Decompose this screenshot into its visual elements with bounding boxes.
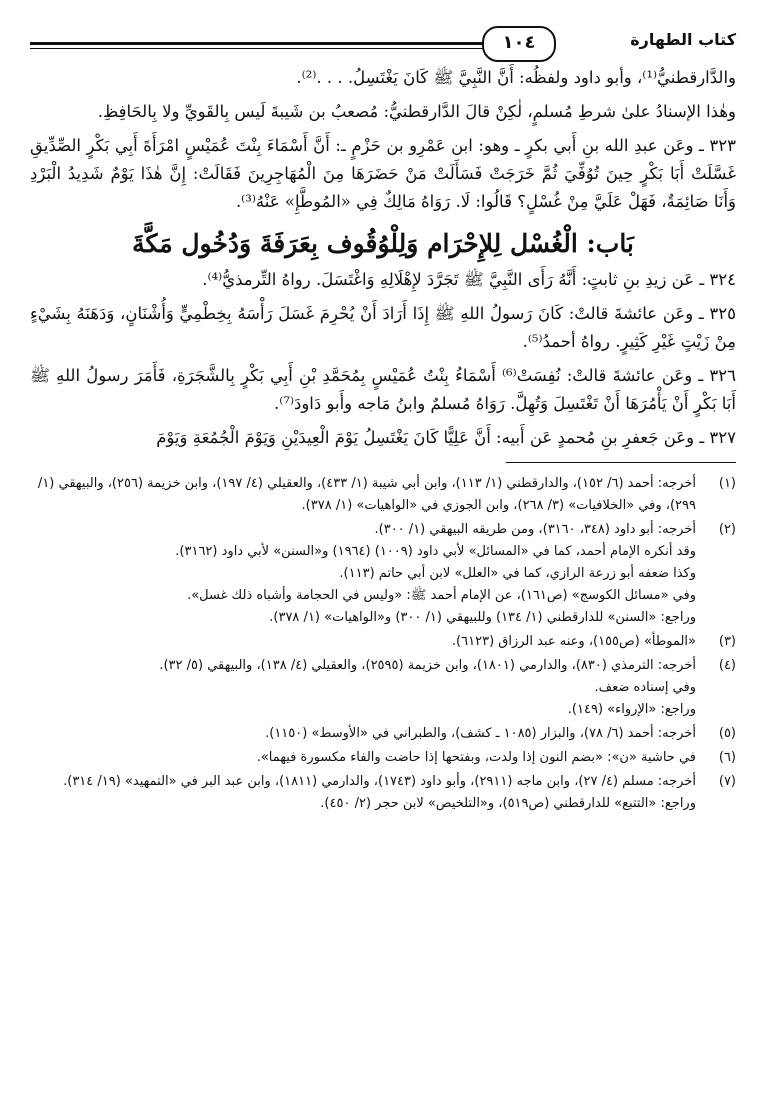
footnote-6 — [30, 747, 736, 769]
hadith-325: ٣٢٥ ـ وعَن عائشةَ قالتْ: كَانَ رَسولُ اللهِ ﷺ إِذَا أَرَادَ أَنْ يُحْرِمَ غَسَلَ رَأْسَهُ بِخِطْمِيٍّ وَأُشْنَانٍ، وَدَهَنَهُ بِشَيْءٍ مِنْ زَيْتٍ غَيْرِ كَثِيرٍ. رواهُ أحمدُ⁽⁵⁾. — [30, 304, 736, 351]
footnote-4 — [30, 655, 736, 721]
footnote-number: (٦) — [718, 750, 736, 765]
book-page — [30, 30, 736, 1080]
footnote-7 — [30, 771, 736, 815]
footnote-number: (٤) — [718, 658, 736, 673]
footnotes — [30, 473, 736, 815]
footnote-2 — [30, 519, 736, 629]
footnote-separator — [506, 462, 736, 463]
footnote-1 — [30, 473, 736, 517]
page-header — [30, 30, 736, 64]
paragraph: والدَّارقطنيُّ⁽¹⁾، وأبو داود ولفظُه: أَنَّ النَّبِيَّ ﷺ كَانَ يَغْتَسِلُ. . . .⁽²⁾. — [296, 68, 736, 87]
footnote-line: في حاشية «ن»: «بضم النون إذا ولدت، وبفتحها إذا حاضت والفاء مكسورة فيهما». — [256, 750, 696, 765]
footnote-number: (٧) — [718, 774, 736, 789]
footnote-3 — [30, 631, 736, 653]
hadith-326: ٣٢٦ ـ وعَن عائشةَ قالتْ: نُفِسَتْ⁽⁶⁾ أَسْمَاءُ بِنْتُ عُمَيْسٍ بِمُحَمَّدِ بْنِ أَبِي بَكْرٍ بِالشَّجَرَةِ، فَأَمَرَ رسولُ اللهِ ﷺ أَبَا بَكْرٍ أَنْ يَأْمُرَهَا أَنْ تَغْتَسِلَ وَتُهِلَّ. رَوَاهُ مُسلمٌ وابنُ مَاجه وأَبو دَاودَ⁽⁷⁾. — [30, 366, 736, 413]
footnote-number: (١) — [718, 476, 736, 491]
footnote-line: وراجع: «السنن» للدارقطني (١/ ١٣٤) وللبيهقي (١/ ٣٠٠) و«الواهيات» (١/ ٣٧٨). — [269, 610, 696, 625]
footnote-line: وكذا ضعفه أبو زرعة الرازي، كما في «العلل» لابن أبي حاتم (١١٣). — [339, 566, 696, 581]
footnote-line: وفي إسناده ضعف. — [594, 680, 696, 695]
footnote-line: أخرجه: الترمذي (٨٣٠)، والدارمي (١٨٠١)، وابن خزيمة (٢٥٩٥)، والعقيلي (٤/ ١٣٨)، والبيهقي (٥/ ٣٢). — [159, 658, 696, 673]
footnote-line: وراجع: «التتبع» للدارقطني (ص٥١٩)، و«التلخيص» لابن حجر (٢/ ٤٥٠). — [320, 796, 696, 811]
footnote-line: «الموطأ» (ص١٥٥)، وعنه عبد الرزاق (٦١٢٣). — [451, 634, 696, 649]
paragraph: وهٰذا الإسنادُ علىٰ شرطِ مُسلمٍ، لٰكِنْ قالَ الدَّارقطنيُّ: مُصعبُ بن شَيبةَ لَيس بِالقَويِّ ولا بِالحَافِظِ. — [97, 102, 736, 121]
header-rule — [30, 42, 491, 45]
page-number: ١٠٤ — [482, 26, 556, 62]
header-rule-thin — [30, 48, 491, 49]
book-title: كتاب الطهارة — [630, 30, 736, 49]
footnote-line: أخرجه: أبو داود (٣٤٨، ٣١٦٠)، ومن طريقه البيهقي (١/ ٣٠٠). — [374, 522, 696, 537]
hadith-324: ٣٢٤ ـ عَن زيدِ بنِ ثابتٍ: أَنَّهُ رَأَى النَّبِيَّ ﷺ تَجَرَّدَ لإِهْلَالِهِ وَاغْتَسَلَ. رواهُ التِّرمذيُّ⁽⁴⁾. — [202, 270, 736, 289]
footnote-line: أخرجه: أحمد (٦/ ٧٨)، والبزار (١٠٨٥ ـ كشف)، والطبراني في «الأوسط» (١١٥٠). — [265, 726, 696, 741]
footnote-line: أخرجه: أحمد (٦/ ١٥٢)، والدارقطني (١/ ١١٣)، وابن أبي شيبة (١/ ٤٣٣)، والعقيلي (٤/ ١٩٧)، وابن خزيمة (٢٥٦)، والبيهقي (١/ ٢٩٩)، وفي «الخلافيات» (٣/ ٢٦٨)، وابن الجوزي في «الواهيات» (١/ ٣٧٨). — [37, 476, 696, 513]
footnote-number: (٥) — [718, 726, 736, 741]
chapter-title: بَاب: الْغُسْل لِلإِحْرَام وَلِلْوُقُوف بِعَرَفَةَ وَدُخُول مَكَّةَ — [132, 229, 634, 258]
footnote-line: وفي «مسائل الكوسج» (ص١٦١)، عن الإمام أحمد ﷺ: «وليس في الحجامة وأشباه ذلك غسل». — [187, 588, 696, 603]
footnote-line: وقد أنكره الإمام أحمد، كما في «المسائل» لأبي داود (١٠٠٩) (١٩٦٤) و«السنن» لأبي داود (٣١٦٢). — [175, 544, 696, 559]
paragraph: ٣٢٣ ـ وعَن عبدِ الله بنِ أَبي بكرٍ ـ وهو: ابن عَمْرِو بن حَزْمٍ ـ: أَنَّ أَسْمَاءَ بِنْتَ عُمَيْسٍ امْرَأَةَ أَبِي بَكْرٍ الصِّدِّيقِ غَسَّلَتْ أَبَا بَكْرٍ حِينَ تُوُفِّيَ ثُمَّ خَرَجَتْ فَسَأَلَتْ مَنْ حَضَرَهَا مِنَ الْمُهَاجِرِينَ فَقَالَتْ: إِنَّ هٰذَا يَوْمٌ شَدِيدُ الْبَرْدِ وَأَنَا صَائِمَةٌ، فَهَلْ عَلَيَّ مِنْ غُسْلٍ؟ قَالُوا: لَا. رَوَاهُ مَالِكٌ فِي «المُوطَّإِ» عَنْهُ⁽³⁾. — [30, 136, 736, 211]
footnote-line: أخرجه: مسلم (٤/ ٢٧)، وابن ماجه (٢٩١١)، وأبو داود (١٧٤٣)، والدارمي (١٨١١)، وابن عبد البر في «التمهيد» (١٩/ ٣١٤). — [63, 774, 696, 789]
footnote-5 — [30, 723, 736, 745]
footnote-number: (٢) — [718, 522, 736, 537]
main-text — [30, 64, 736, 452]
hadith-327: ٣٢٧ ـ وعَن جَعفرِ بنِ مُحمدٍ عَن أَبيه: أَنَّ عَلِيًّا كَانَ يَغْتَسِلُ يَوْمَ الْعِيدَيْنِ وَيَوْمَ الْجُمُعَةِ وَيَوْمَ — [156, 428, 736, 447]
footnote-line: وراجع: «الإرواء» (١٤٩). — [567, 702, 696, 717]
footnote-number: (٣) — [718, 634, 736, 649]
